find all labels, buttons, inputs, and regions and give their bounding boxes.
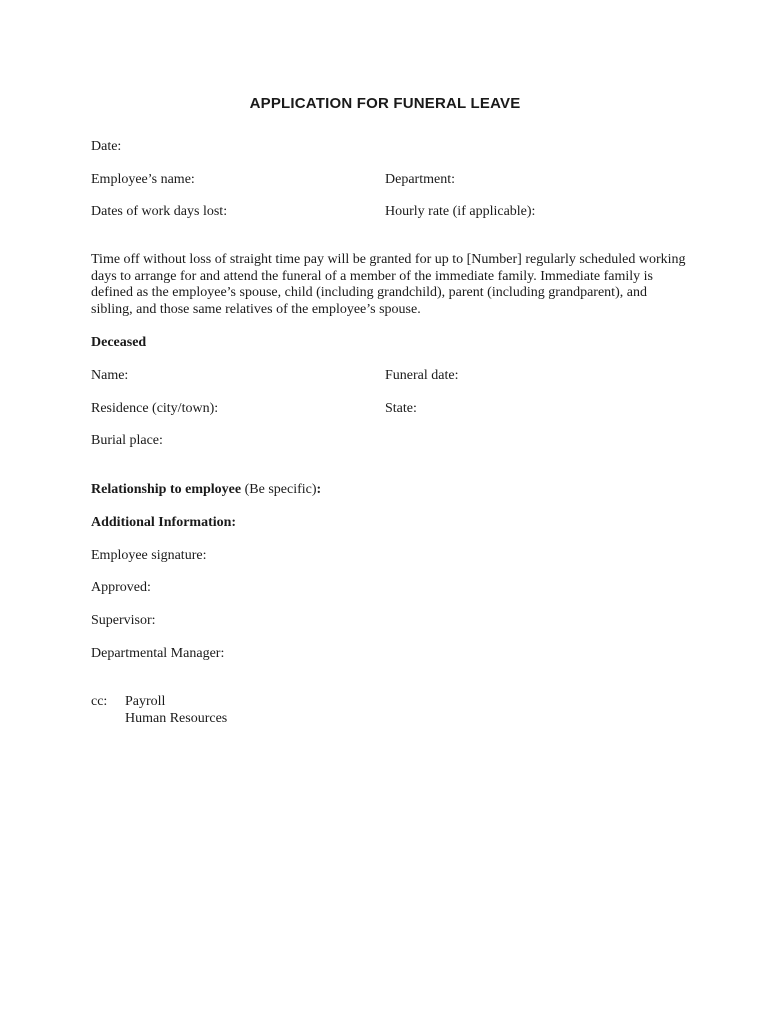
cc-recipients xyxy=(125,693,227,727)
cc-recipient-payroll: Payroll xyxy=(125,694,166,709)
policy-paragraph xyxy=(91,252,691,318)
supervisor-label: Supervisor: xyxy=(91,613,156,628)
burial-place-label: Burial place: xyxy=(91,433,163,448)
department-label: Department: xyxy=(385,172,455,187)
deceased-name-label: Name: xyxy=(91,368,129,383)
funeral-date-label: Funeral date: xyxy=(385,368,459,383)
state-label: State: xyxy=(385,401,417,416)
cc-label: cc: xyxy=(91,694,108,709)
departmental-manager-label: Departmental Manager: xyxy=(91,646,225,661)
relationship-label-hint: (Be specific) xyxy=(241,482,317,497)
additional-info-heading: Additional Information: xyxy=(91,515,237,530)
deceased-heading: Deceased xyxy=(91,335,147,350)
date-field-label: Date: xyxy=(91,139,122,154)
approved-label: Approved: xyxy=(91,580,151,595)
policy-line: defined as the employee’s spouse, child (including grandchild), parent (including grandparent), and xyxy=(91,285,647,300)
dates-lost-label: Dates of work days lost: xyxy=(91,204,228,219)
policy-line: Time off without loss of straight time pay will be granted for up to [Number] regularly scheduled working xyxy=(91,252,686,267)
hourly-rate-label: Hourly rate (if applicable): xyxy=(385,204,536,219)
employee-signature-label: Employee signature: xyxy=(91,548,207,563)
relationship-label-bold: Relationship to employee xyxy=(91,482,242,497)
document-title: APPLICATION FOR FUNERAL LEAVE xyxy=(249,95,521,112)
cc-recipient-human-resources: Human Resources xyxy=(125,711,228,726)
residence-label: Residence (city/town): xyxy=(91,401,219,416)
employee-name-label: Employee’s name: xyxy=(91,172,195,187)
policy-line: days to arrange for and attend the funeral of a member of the immediate family. Immediate family is xyxy=(91,268,653,284)
policy-line: sibling, and those same relatives of the employee’s spouse. xyxy=(91,301,421,317)
relationship-label xyxy=(91,481,321,498)
relationship-label-colon: : xyxy=(316,482,322,497)
